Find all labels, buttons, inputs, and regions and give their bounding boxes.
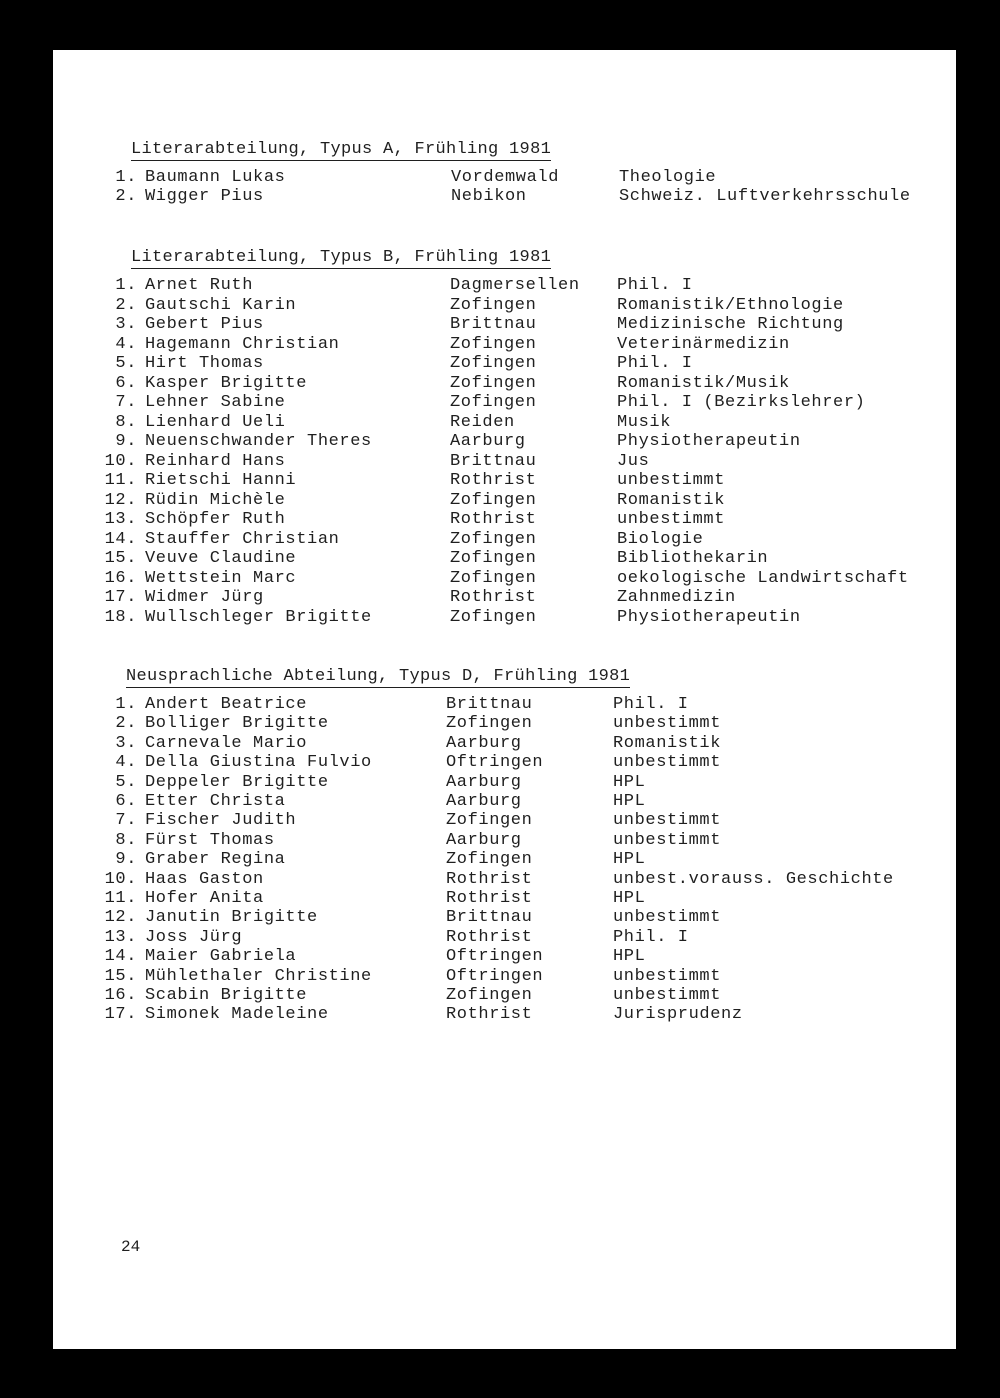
student-name: Della Giustina Fulvio [145, 753, 372, 773]
row-number: 11. [104, 889, 137, 908]
student-name: Fürst Thomas [145, 830, 275, 850]
list-row [53, 967, 893, 987]
study-field: Romanistik [613, 733, 722, 753]
study-field: unbestimmt [613, 966, 722, 986]
student-name: Wullschleger Brigitte [145, 607, 372, 627]
row-number: 14. [104, 947, 137, 967]
hometown: Rothrist [446, 869, 533, 889]
row-number: 10. [104, 869, 137, 889]
hometown: Zofingen [450, 490, 537, 510]
row-number: 4. [115, 753, 137, 773]
list-row [53, 947, 893, 967]
study-field: unbestimmt [613, 830, 722, 850]
list-row [53, 1005, 893, 1025]
hometown: Zofingen [446, 811, 533, 831]
student-name: Fischer Judith [145, 811, 297, 831]
row-number: 7. [115, 811, 137, 831]
list-row [53, 432, 893, 452]
hometown: Oftringen [446, 966, 544, 986]
list-row [53, 276, 893, 296]
list-row [53, 335, 893, 355]
row-number: 12. [104, 490, 137, 510]
page-number: 24 [121, 1238, 141, 1256]
list-row [53, 568, 909, 589]
study-field: Phil. I [613, 927, 689, 947]
study-field: Biologie [617, 529, 704, 549]
student-name: Schöpfer Ruth [145, 510, 286, 529]
study-field: Physiotherapeutin [617, 432, 801, 451]
list-row [53, 986, 893, 1006]
row-number: 16. [104, 986, 137, 1005]
row-number: 15. [104, 966, 137, 986]
list-row [53, 354, 893, 374]
row-number: 12. [104, 908, 137, 928]
study-field: oekologische Landwirtschaft [617, 568, 909, 588]
student-name: Reinhard Hans [145, 451, 286, 471]
hometown: Aarburg [446, 792, 522, 811]
student-name: Graber Regina [145, 850, 286, 870]
section-heading: Literarabteilung, Typus A, Frühling 1981 [131, 140, 552, 159]
list-row [53, 850, 893, 870]
row-number: 1. [115, 276, 137, 295]
document-page [53, 50, 956, 1349]
list-row [53, 792, 893, 812]
hometown: Zofingen [450, 549, 537, 568]
list-row [53, 471, 893, 491]
study-field: Zahnmedizin [617, 588, 736, 607]
list-row [53, 811, 893, 831]
hometown: Nebikon [451, 187, 527, 207]
study-field: Phil. I [613, 695, 689, 714]
list-row [53, 908, 893, 928]
student-name: Deppeler Brigitte [145, 772, 329, 792]
study-field: Phil. I (Bezirkslehrer) [617, 393, 866, 412]
hometown: Rothrist [450, 510, 537, 529]
student-name: Wettstein Marc [145, 568, 297, 588]
hometown: Rothrist [450, 588, 537, 607]
study-field: unbestimmt [613, 714, 722, 734]
hometown: Zofingen [446, 850, 533, 870]
list-row [53, 315, 893, 335]
hometown: Zofingen [450, 607, 537, 627]
row-number: 8. [115, 412, 137, 432]
study-field: unbestimmt [613, 986, 722, 1005]
study-field: Schweiz. Luftverkehrsschule [619, 187, 911, 207]
hometown: Zofingen [450, 568, 537, 588]
row-number: 17. [104, 588, 137, 607]
student-name: Hofer Anita [145, 889, 264, 908]
list-row [53, 491, 893, 511]
row-number: 6. [115, 792, 137, 811]
hometown: Zofingen [450, 529, 537, 549]
study-field: unbestimmt [613, 753, 722, 773]
study-field: HPL [613, 772, 646, 792]
list-row [53, 753, 893, 773]
hometown: Brittnau [450, 315, 537, 334]
row-number: 11. [104, 471, 137, 490]
section-heading: Neusprachliche Abteilung, Typus D, Frühling 1981 [126, 667, 631, 686]
row-number: 17. [104, 1005, 137, 1025]
student-name: Joss Jürg [145, 927, 243, 947]
hometown: Dagmersellen [450, 276, 580, 295]
hometown: Zofingen [450, 354, 537, 373]
row-number: 14. [104, 529, 137, 549]
list-row [53, 530, 893, 550]
row-number: 10. [104, 451, 137, 471]
student-name: Kasper Brigitte [145, 373, 308, 393]
hometown: Reiden [450, 412, 515, 432]
study-field: HPL [613, 792, 646, 811]
study-field: unbestimmt [613, 908, 722, 928]
study-field: Romanistik/Musik [617, 373, 790, 393]
student-name: Lehner Sabine [145, 393, 286, 412]
row-number: 2. [115, 295, 137, 315]
hometown: Zofingen [450, 373, 537, 393]
list-row [53, 695, 893, 715]
list-row [53, 374, 893, 394]
row-number: 1. [115, 168, 137, 187]
student-name: Hirt Thomas [145, 354, 264, 373]
list-row [53, 928, 893, 948]
student-name: Bolliger Brigitte [145, 714, 329, 734]
hometown: Aarburg [446, 830, 522, 850]
student-name: Gautschi Karin [145, 295, 297, 315]
row-number: 8. [115, 830, 137, 850]
study-field: Jurisprudenz [613, 1005, 743, 1025]
hometown: Oftringen [446, 947, 544, 967]
student-name: Wigger Pius [145, 187, 264, 207]
hometown: Rothrist [446, 927, 533, 947]
row-number: 18. [104, 607, 137, 627]
hometown: Zofingen [450, 295, 537, 315]
row-number: 16. [104, 568, 137, 588]
row-number: 7. [115, 393, 137, 412]
list-row [53, 773, 893, 793]
student-name: Lienhard Ueli [145, 412, 286, 432]
row-number: 6. [115, 373, 137, 393]
study-field: unbest.vorauss. Geschichte [613, 869, 894, 889]
list-row [53, 549, 893, 569]
study-field: Phil. I [617, 276, 693, 295]
list-row [53, 831, 893, 851]
study-field: unbestimmt [613, 811, 722, 831]
student-name: Haas Gaston [145, 869, 264, 889]
list-row [53, 393, 893, 413]
row-number: 5. [115, 772, 137, 792]
hometown: Brittnau [446, 908, 533, 928]
student-name: Mühlethaler Christine [145, 966, 372, 986]
study-field: Phil. I [617, 354, 693, 373]
hometown: Zofingen [450, 393, 537, 412]
hometown: Aarburg [450, 432, 526, 451]
row-number: 13. [104, 927, 137, 947]
list-row [53, 608, 893, 628]
student-name: Andert Beatrice [145, 695, 308, 714]
list-row [53, 510, 893, 530]
hometown: Aarburg [446, 772, 522, 792]
row-number: 15. [104, 549, 137, 568]
student-name: Hagemann Christian [145, 334, 340, 354]
study-field: unbestimmt [617, 471, 726, 490]
study-field: HPL [613, 947, 646, 967]
section-heading: Literarabteilung, Typus B, Frühling 1981 [131, 248, 552, 267]
list-row [53, 734, 893, 754]
row-number: 5. [115, 354, 137, 373]
student-name: Neuenschwander Theres [145, 432, 372, 451]
student-name: Etter Christa [145, 792, 286, 811]
student-name: Scabin Brigitte [145, 986, 308, 1005]
study-field: Romanistik [617, 490, 726, 510]
hometown: Rothrist [450, 471, 537, 490]
student-name: Janutin Brigitte [145, 908, 318, 928]
student-name: Veuve Claudine [145, 549, 297, 568]
hometown: Zofingen [450, 334, 537, 354]
study-field: HPL [613, 889, 646, 908]
row-number: 2. [115, 187, 137, 207]
list-row [53, 452, 893, 472]
student-name: Rüdin Michèle [145, 490, 286, 510]
list-row [53, 870, 893, 890]
study-field: Jus [617, 451, 650, 471]
hometown: Rothrist [446, 1005, 533, 1025]
student-name: Carnevale Mario [145, 733, 308, 753]
hometown: Oftringen [446, 753, 544, 773]
row-number: 13. [104, 510, 137, 529]
list-row [53, 413, 893, 433]
list-row [53, 296, 893, 316]
list-row [53, 187, 911, 207]
row-number: 9. [115, 432, 137, 451]
list-row [53, 714, 893, 734]
study-field: Veterinärmedizin [617, 334, 790, 354]
row-number: 9. [115, 850, 137, 870]
row-number: 3. [115, 733, 137, 753]
list-row [53, 889, 893, 909]
student-name: Arnet Ruth [145, 276, 254, 295]
student-name: Stauffer Christian [145, 529, 340, 549]
student-name: Maier Gabriela [145, 947, 297, 967]
hometown: Brittnau [446, 695, 533, 714]
row-number: 4. [115, 334, 137, 354]
student-name: Rietschi Hanni [145, 471, 297, 490]
hometown: Aarburg [446, 733, 522, 753]
study-field: Physiotherapeutin [617, 607, 801, 627]
study-field: Medizinische Richtung [617, 315, 844, 334]
hometown: Vordemwald [451, 168, 560, 187]
study-field: Bibliothekarin [617, 549, 769, 568]
student-name: Gebert Pius [145, 315, 264, 334]
student-name: Simonek Madeleine [145, 1005, 329, 1025]
hometown: Zofingen [446, 986, 533, 1005]
study-field: HPL [613, 850, 646, 870]
study-field: Theologie [619, 168, 717, 187]
hometown: Brittnau [450, 451, 537, 471]
hometown: Zofingen [446, 714, 533, 734]
row-number: 1. [115, 695, 137, 714]
list-row [53, 168, 893, 188]
student-name: Widmer Jürg [145, 588, 264, 607]
hometown: Rothrist [446, 889, 533, 908]
student-name: Baumann Lukas [145, 168, 286, 187]
study-field: Musik [617, 412, 672, 432]
row-number: 2. [115, 714, 137, 734]
list-row [53, 588, 893, 608]
study-field: unbestimmt [617, 510, 726, 529]
row-number: 3. [115, 315, 137, 334]
study-field: Romanistik/Ethnologie [617, 295, 844, 315]
